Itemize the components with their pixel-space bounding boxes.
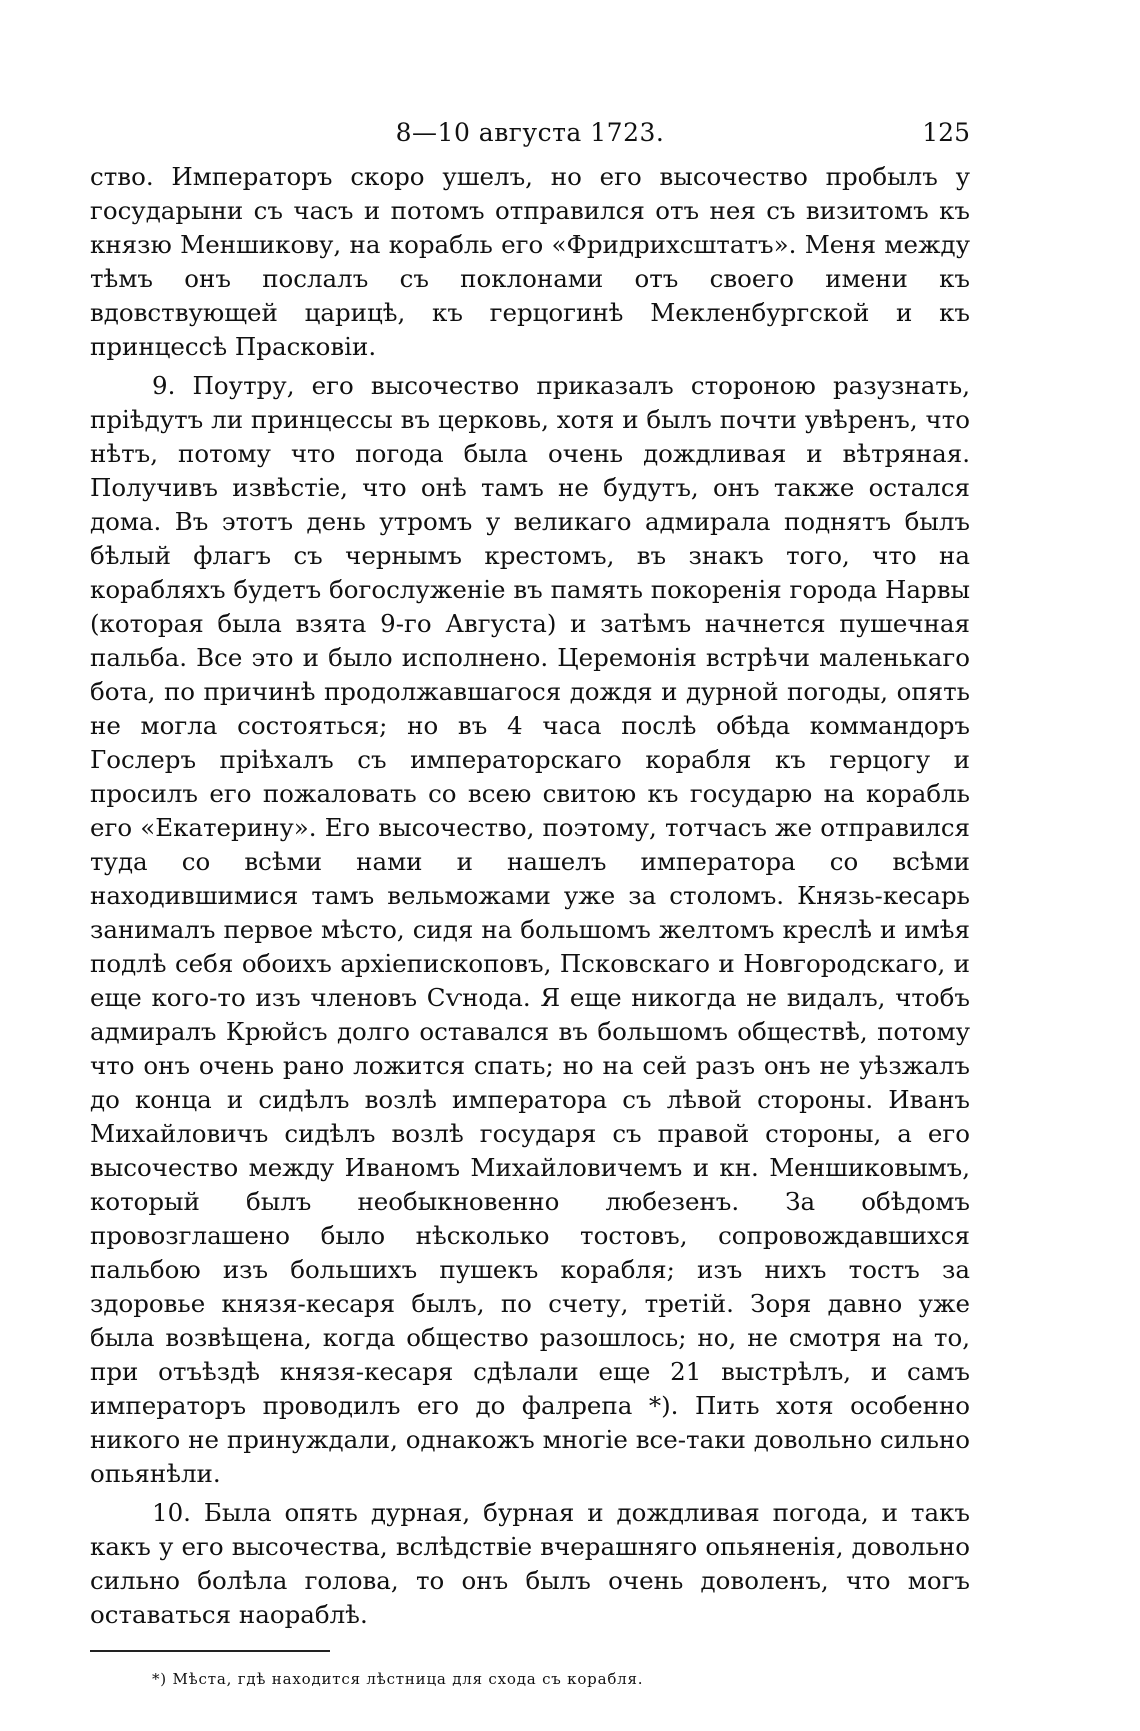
paragraph-august-10: 10. Была опять дурная, бурная и дождливая погода, и такъ какъ у его высочества, вслѣдствіе вчерашняго опьяненія, довольно сильно болѣла голова, то онъ былъ очень доволенъ, что могъ оставаться наораблѣ.: [90, 1498, 970, 1629]
paragraph-continuation: ство. Императоръ скоро ушелъ, но его высочество пробылъ у государыни съ часъ и потомъ отправился отъ нея съ визитомъ къ князю Меншикову, на корабль его «Фридрихсштатъ». Меня между тѣмъ онъ послалъ съ поклонами отъ своего имени къ вдовствующей царицѣ, къ герцогинѣ Мекленбургской и къ принцессѣ Прасковіи.: [90, 162, 970, 361]
book-page: [90, 118, 970, 1688]
footnote-divider: [90, 1650, 330, 1652]
body-text: [90, 160, 970, 1632]
footnote: *) Мѣста, гдѣ находится лѣстница для схода съ корабля.: [152, 1670, 644, 1688]
page-number: 125: [922, 118, 970, 147]
running-header: [90, 118, 970, 158]
paragraph-august-9: 9. Поутру, его высочество приказалъ стороною разузнать, пріѣдутъ ли принцессы въ церковь, хотя и былъ почти увѣренъ, что нѣтъ, потому что погода была очень дождливая и вѣтряная. Получивъ извѣстіе, что онѣ тамъ не будутъ, онъ также остался дома. Въ этотъ день утромъ у великаго адмирала поднятъ былъ бѣлый флагъ съ чернымъ крестомъ, въ знакъ того, что на корабляхъ будетъ богослуженіе въ память покоренія города Нарвы (которая была взята 9-го Августа) и затѣмъ начнется пушечная пальба. Все это и было исполнено. Церемонія встрѣчи маленькаго бота, по причинѣ продолжавшагося дождя и дурной погоды, опять не могла состояться; но въ 4 часа послѣ обѣда коммандоръ Гослеръ пріѣхалъ съ императорскаго корабля къ герцогу и просилъ его пожаловать со всею свитою къ государю на корабль его «Екатерину». Его высочество, поэтому, тотчасъ же отправился туда со всѣми нами и нашелъ императора со всѣми находившимися тамъ вельможами уже за столомъ. Князь-кесарь занималъ первое мѣсто, сидя на большомъ желтомъ креслѣ и имѣя подлѣ себя обоихъ архіепископовъ, Псковскаго и Новгородскаго, и еще кого-то изъ членовъ Сѵнода. Я еще никогда не видалъ, чтобъ адмиралъ Крюйсъ долго оставался въ большомъ обществѣ, потому что онъ очень рано ложится спать; но на сей разъ онъ не уѣзжалъ до конца и сидѣлъ возлѣ императора съ лѣвой стороны. Иванъ Михайловичъ сидѣлъ возлѣ государя съ правой стороны, а его высочество между Иваномъ Михайловичемъ и кн. Меншиковымъ, который былъ необыкновенно любезенъ. За обѣдомъ провозглашено было нѣсколько тостовъ, сопровождавшихся пальбою изъ большихъ пушекъ корабля; изъ нихъ тостъ за здоровье князя-кесаря былъ, по счету, третій. Зоря давно уже была возвѣщена, когда общество разошлось; но, не смотря на то, при отъѣздѣ князя-кесаря сдѣлали еще 21 выстрѣлъ, и самъ императоръ проводилъ его до фалрепа *). Пить хотя особенно никого не принуждали, однакожъ многіе все-таки довольно сильно опьянѣли.: [90, 371, 970, 1488]
header-title: 8—10 августа 1723.: [395, 118, 665, 147]
